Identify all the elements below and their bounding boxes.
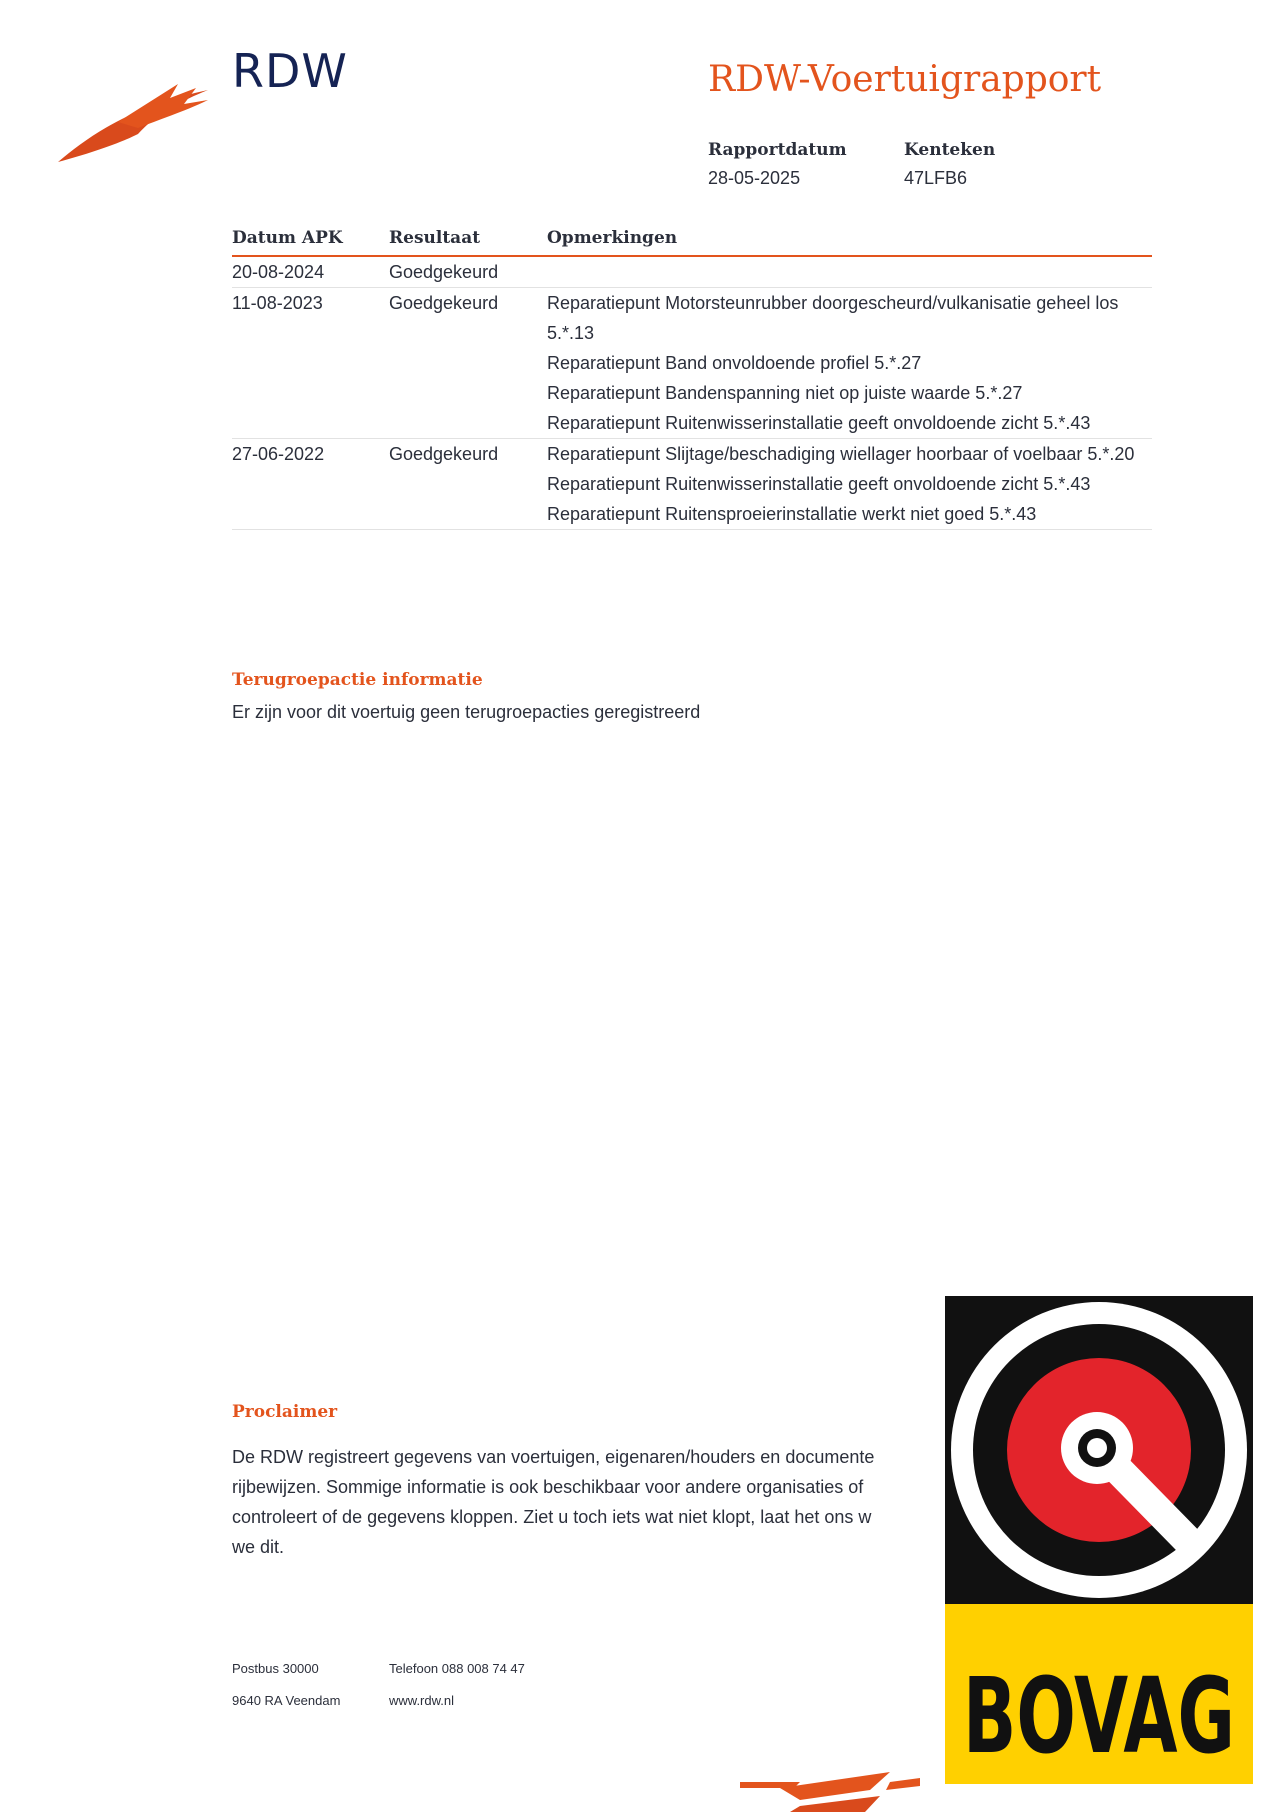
plate-label: Kenteken bbox=[904, 140, 996, 160]
note-item: Reparatiepunt Ruitensproeierinstallatie werkt niet goed 5.*.43 bbox=[547, 504, 1037, 524]
proclaimer-line: rijbewijzen. Sommige informatie is ook beschikbaar voor andere organisaties of bbox=[232, 1477, 864, 1497]
note-item: Reparatiepunt Ruitenwisserinstallatie geeft onvoldoende zicht 5.*.43 bbox=[547, 474, 1091, 494]
proclaimer-title: Proclaimer bbox=[232, 1402, 338, 1422]
note-item: Reparatiepunt Band onvoldoende profiel 5.*.27 bbox=[547, 353, 922, 373]
table-row bbox=[232, 257, 1152, 288]
row-date: 20-08-2024 bbox=[232, 262, 325, 282]
proclaimer-text bbox=[232, 1442, 918, 1562]
row-date: 11-08-2023 bbox=[232, 293, 323, 313]
row-result: Goedgekeurd bbox=[389, 293, 499, 313]
col-header-result: Resultaat bbox=[389, 228, 481, 248]
apk-table bbox=[232, 224, 1152, 530]
note-item: Reparatiepunt Slijtage/beschadiging wiellager hoorbaar of voelbaar 5.*.20 bbox=[547, 444, 1135, 464]
brand-name: RDW bbox=[232, 44, 348, 98]
footer-phone: Telefoon 088 008 74 47 bbox=[389, 1661, 525, 1676]
plate-number: 47LFB6 bbox=[904, 168, 968, 188]
table-header bbox=[232, 224, 1152, 257]
proclaimer-line: De RDW registreert gegevens van voertuigen, eigenaren/houders en documente bbox=[232, 1447, 875, 1467]
note-item: Reparatiepunt Bandenspanning niet op juiste waarde 5.*.27 bbox=[547, 383, 1023, 403]
table-row bbox=[232, 288, 1152, 439]
rdw-bird-logo bbox=[58, 82, 210, 162]
rdw-footer-stripes-icon bbox=[740, 1766, 920, 1812]
proclaimer-line: we dit. bbox=[232, 1537, 285, 1557]
bovag-logo bbox=[945, 1296, 1253, 1784]
footer-postbus: Postbus 30000 bbox=[232, 1661, 319, 1676]
recall-title: Terugroepactie informatie bbox=[232, 670, 483, 690]
table-row bbox=[232, 439, 1152, 530]
footer-website[interactable]: www.rdw.nl bbox=[389, 1693, 455, 1708]
row-date: 27-06-2022 bbox=[232, 444, 325, 464]
col-header-date: Datum APK bbox=[232, 228, 343, 248]
bovag-text: BOVAG bbox=[963, 1655, 1235, 1777]
note-item: Reparatiepunt Ruitenwisserinstallatie geeft onvoldoende zicht 5.*.43 bbox=[547, 413, 1091, 433]
note-item: Reparatiepunt Motorsteunrubber doorgescheurd/vulkanisatie geheel los 5.*.13 bbox=[547, 293, 1119, 343]
row-result: Goedgekeurd bbox=[389, 444, 499, 464]
col-header-notes: Opmerkingen bbox=[547, 228, 678, 248]
proclaimer-line: controleert of de gegevens kloppen. Ziet u toch iets wat niet klopt, laat het ons w bbox=[232, 1507, 872, 1527]
row-notes bbox=[547, 288, 1147, 438]
report-date-label: Rapportdatum bbox=[708, 140, 847, 160]
row-result: Goedgekeurd bbox=[389, 262, 499, 282]
report-title: RDW-Voertuigrapport bbox=[708, 59, 1102, 100]
report-date: 28-05-2025 bbox=[708, 168, 801, 188]
footer-city: 9640 RA Veendam bbox=[232, 1693, 341, 1708]
recall-text: Er zijn voor dit voertuig geen terugroepacties geregistreerd bbox=[232, 702, 701, 722]
row-notes bbox=[547, 439, 1147, 529]
